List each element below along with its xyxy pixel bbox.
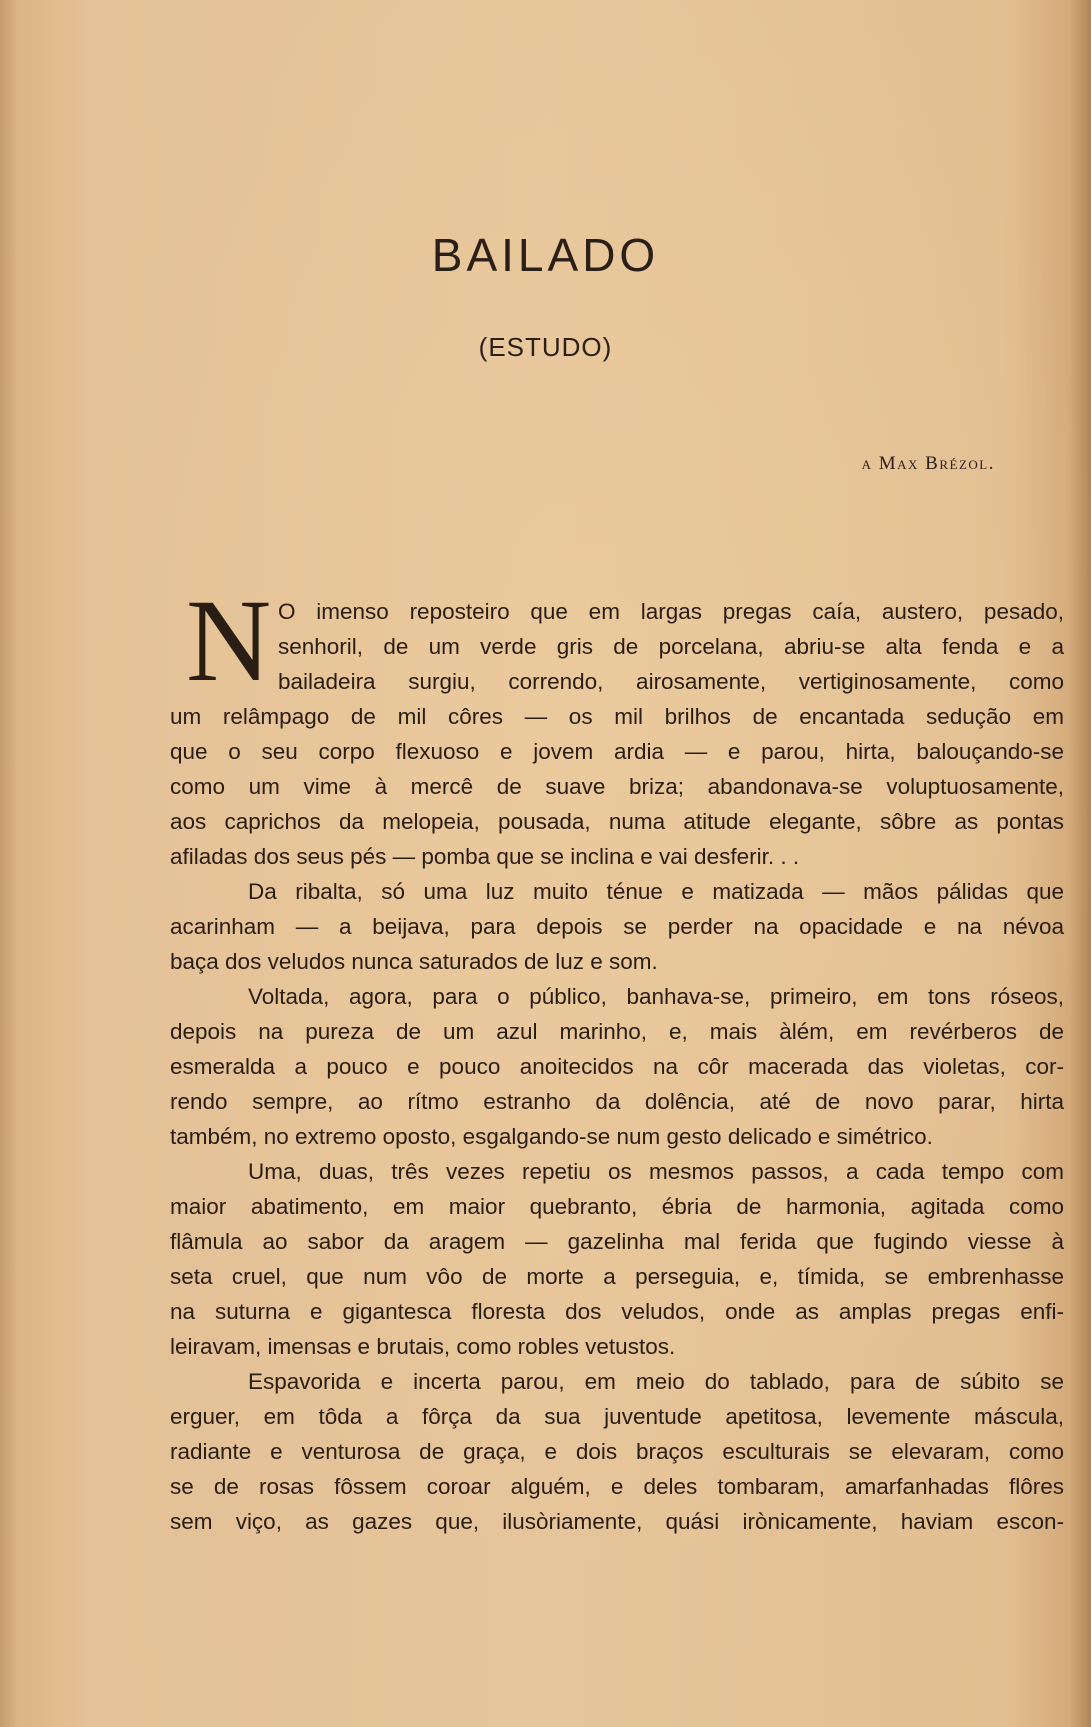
text-line: Da ribalta, só uma luz muito ténue e matizada — mãos pálidas que (248, 879, 1064, 904)
text-line: seta cruel, que num vôo de morte a perseguia, e, tímida, se embrenhasse (170, 1264, 1064, 1289)
page-subtitle: (ESTUDO) (478, 332, 613, 362)
text-line: acarinham — a beijava, para depois se perder na opacidade e na névoa (170, 914, 1064, 939)
text-line: radiante e venturosa de graça, e dois braços esculturais se elevaram, como (170, 1439, 1064, 1464)
text-line: leiravam, imensas e brutais, como robles vetustos. (170, 1334, 676, 1359)
text-line: um relâmpago de mil côres — os mil brilhos de encantada sedução em (170, 704, 1064, 729)
text-line: afiladas dos seus pés — pomba que se inclina e vai desferir. . . (170, 844, 800, 869)
text-line: Uma, duas, três vezes repetiu os mesmos passos, a cada tempo com (248, 1159, 1064, 1184)
text-line: flâmula ao sabor da aragem — gazelinha mal ferida que fugindo viesse à (170, 1229, 1064, 1254)
text-line: baça dos veludos nunca saturados de luz e som. (170, 949, 658, 974)
body-text (170, 594, 1064, 1539)
text-line: maior abatimento, em maior quebranto, ébria de harmonia, agitada como (170, 1194, 1064, 1219)
text-line: também, no extremo oposto, esgalgando-se num gesto delicado e simétrico. (170, 1124, 933, 1149)
text-line: na suturna e gigantesca floresta dos veludos, onde as amplas pregas enfi- (170, 1299, 1064, 1324)
dedication: a Max Brézol. (861, 453, 995, 474)
text-line: senhoril, de um verde gris de porcelana, abriu-se alta fenda e a (278, 634, 1064, 659)
text-line: aos caprichos da melopeia, pousada, numa atitude elegante, sôbre as pontas (170, 809, 1064, 834)
text-line: que o seu corpo flexuoso e jovem ardia — e parou, hirta, balouçando-se (170, 739, 1064, 764)
text-line: erguer, em tôda a fôrça da sua juventude apetitosa, levemente máscula, (170, 1404, 1064, 1429)
text-line: sem viço, as gazes que, ilusòriamente, quási irònicamente, haviam escon- (170, 1509, 1064, 1534)
text-line: como um vime à mercê de suave briza; abandonava-se voluptuosamente, (170, 774, 1064, 799)
text-line: bailadeira surgiu, correndo, airosamente, vertiginosamente, como (278, 669, 1064, 694)
text-line: O imenso reposteiro que em largas pregas caía, austero, pesado, (278, 599, 1064, 624)
text-line: esmeralda a pouco e pouco anoitecidos na côr macerada das violetas, cor- (170, 1054, 1064, 1079)
text-line: se de rosas fôssem coroar alguém, e deles tombaram, amarfanhadas flôres (170, 1474, 1064, 1499)
text-line: rendo sempre, ao rítmo estranho da dolência, até de novo parar, hirta (170, 1089, 1064, 1114)
text-line: depois na pureza de um azul marinho, e, mais àlém, em revérberos de (170, 1019, 1064, 1044)
drop-cap: N (186, 575, 272, 706)
page-title: BAILADO (431, 229, 660, 281)
text-line: Espavorida e incerta parou, em meio do tablado, para de súbito se (248, 1369, 1064, 1394)
text-line: Voltada, agora, para o público, banhava-se, primeiro, em tons róseos, (248, 984, 1064, 1009)
